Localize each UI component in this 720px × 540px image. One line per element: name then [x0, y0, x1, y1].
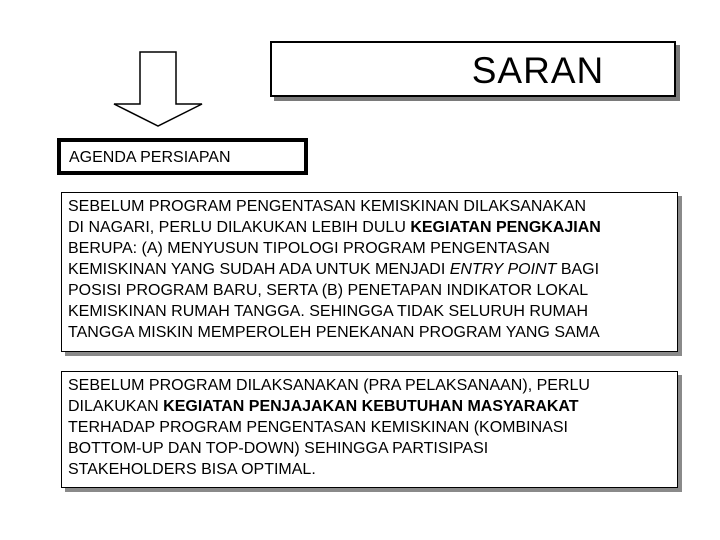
bold-text: KEGIATAN PENGKAJIAN [410, 219, 601, 236]
recommendation-box-2 [61, 371, 678, 488]
recommendation-box-1 [61, 192, 678, 352]
paragraph-line [68, 259, 673, 280]
text-run: DILAKUKAN [68, 398, 164, 415]
paragraph-line: SEBELUM PROGRAM DILAKSANAKAN (PRA PELAKSANAAN), PERLU [68, 377, 590, 394]
paragraph-line: BERUPA: (A) MENYUSUN TIPOLOGI PROGRAM PENGENTASAN [68, 240, 550, 257]
paragraph-line: SEBELUM PROGRAM PENGENTASAN KEMISKINAN DILAKSANAKAN [68, 198, 587, 215]
paragraph-line: KEMISKINAN RUMAH TANGGA. SEHINGGA TIDAK SELURUH RUMAH [68, 303, 589, 320]
paragraph-line [68, 396, 673, 417]
text-run: BAGI [556, 261, 600, 278]
paragraph-line: POSISI PROGRAM BARU, SERTA (B) PENETAPAN INDIKATOR LOKAL [68, 282, 589, 299]
bold-text: KEGIATAN PENJAJAKAN KEBUTUHAN MASYARAKAT [163, 398, 579, 415]
paragraph-line: STAKEHOLDERS BISA OPTIMAL. [68, 461, 316, 478]
paragraph-line: TANGGA MISKIN MEMPEROLEH PENEKANAN PROGRAM YANG SAMA [68, 324, 600, 341]
paragraph-2 [68, 375, 673, 480]
italic-text: ENTRY POINT [449, 261, 557, 278]
paragraph-line: TERHADAP PROGRAM PENGENTASAN KEMISKINAN (KOMBINASI [68, 419, 568, 436]
agenda-box [57, 138, 308, 175]
title-box [270, 41, 676, 97]
down-arrow-icon [104, 50, 264, 128]
text-run: DI NAGARI, PERLU DILAKUKAN LEBIH DULU [68, 219, 411, 236]
paragraph-1 [68, 196, 673, 343]
paragraph-line [68, 217, 673, 238]
text-run: KEMISKINAN YANG SUDAH ADA UNTUK MENJADI [68, 261, 450, 278]
paragraph-line: BOTTOM-UP DAN TOP-DOWN) SEHINGGA PARTISIPASI [68, 440, 489, 457]
page-title: SARAN [471, 50, 605, 91]
agenda-label: AGENDA PERSIAPAN [69, 149, 231, 166]
